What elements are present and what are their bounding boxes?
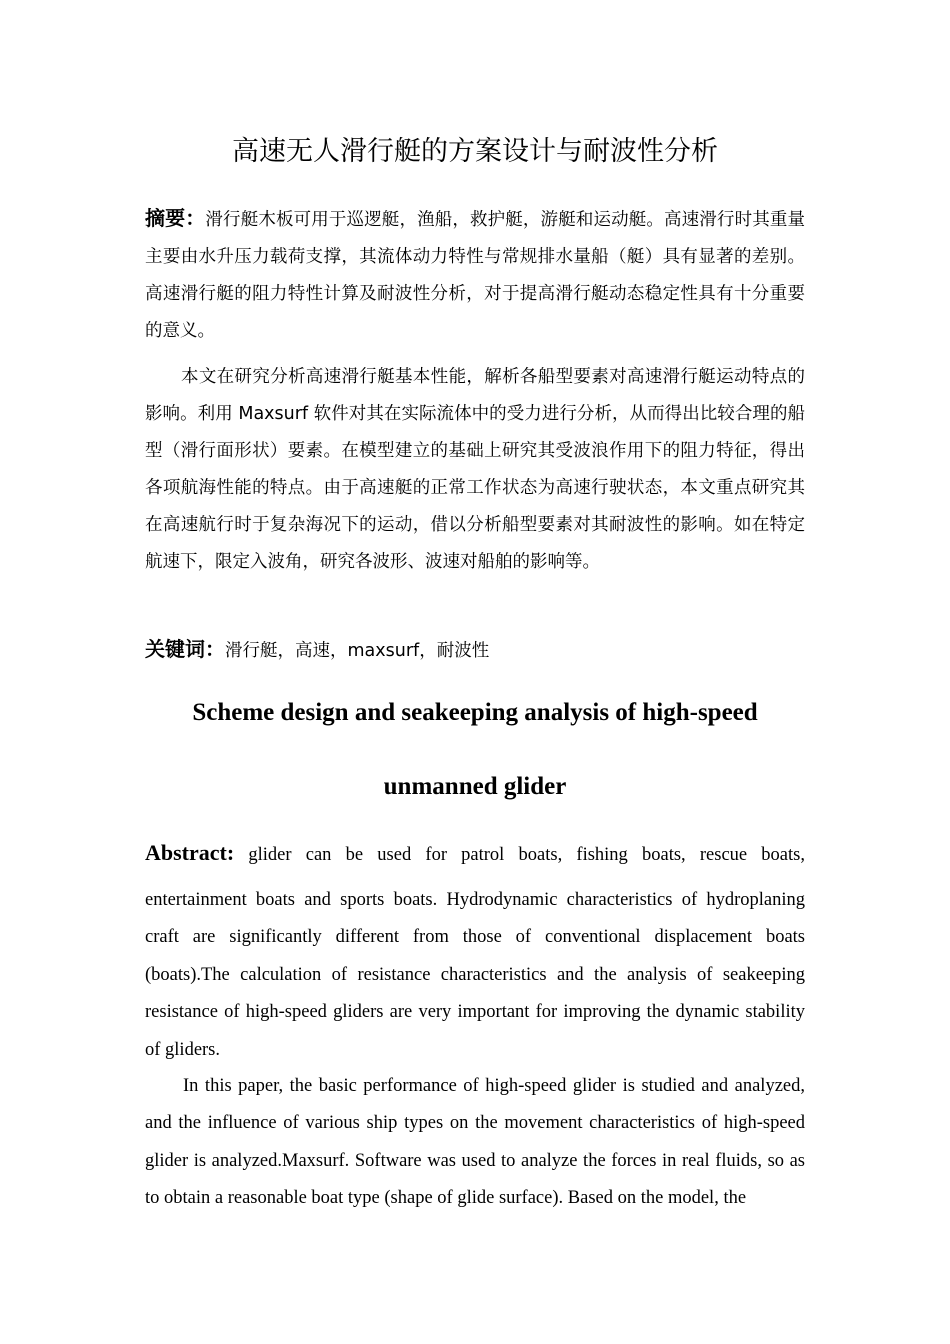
chinese-keywords-text: 滑行艇，高速，maxsurf，耐波性 (225, 641, 490, 661)
chinese-abstract-label: 摘要： (145, 206, 206, 230)
chinese-abstract-text-1: 滑行艇木板可用于巡逻艇，渔船，救护艇，游艇和运动艇。高速滑行时其重量主要由水升压力载荷支撑，其流体动力特性与常规排水量船（艇）具有显著的差别。高速滑行艇的阻力特性计算及耐波性分析，对于提高滑行艇动态稳定性具有十分重要的意义。 (145, 210, 806, 341)
chinese-keywords (145, 631, 805, 670)
english-abstract-first-line-text: glider can be used for patrol boats, fishing boats, rescue boats, (248, 845, 805, 865)
english-abstract-first-line (145, 836, 805, 870)
english-abstract-paragraph-2: In this paper, the basic performance of high-speed glider is studied and analyzed, and the influence of various ship types on the movement characteristics of high-speed glider is analyzed.Maxsurf. Software was used to analyze the forces in real fluids, so as to obtain a reasonable boat type (shape of glide surface). Based on the model, the (145, 1076, 805, 1209)
english-title-line-1: Scheme design and seakeeping analysis of high-speed (192, 699, 758, 726)
chinese-abstract-paragraph-2: 本文在研究分析高速滑行艇基本性能，解析各船型要素对高速滑行艇运动特点的影响。利用 Maxsurf 软件对其在实际流体中的受力进行分析，从而得出比较合理的船型（滑行面形状）要素。在模型建立的基础上研究其受波浪作用下的阻力特征，得出各项航海性能的特点。由于高速艇的正常工作状态为高速行驶状态，本文重点研究其在高速航行时于复杂海况下的运动，借以分析船型要素对其耐波性的影响。如在特定航速下，限定入波角，研究各波形、波速对船舶的影响等。 (145, 367, 805, 572)
chinese-abstract-paragraph-1 (145, 200, 805, 350)
english-abstract-paragraph-1: entertainment boats and sports boats. Hydrodynamic characteristics of hydroplaning craft are significantly different from those of conventional displacement boats (boats).The calculation of resistance characteristics and the analysis of seakeeping resistance of high-speed gliders are very important for improving the dynamic stability of gliders. (145, 890, 805, 1060)
english-abstract-label: Abstract: (145, 840, 235, 865)
chinese-title: 高速无人滑行艇的方案设计与耐波性分析 (232, 136, 718, 167)
chinese-keywords-label: 关键词： (145, 637, 225, 661)
english-title-line-2: unmanned glider (383, 773, 567, 800)
